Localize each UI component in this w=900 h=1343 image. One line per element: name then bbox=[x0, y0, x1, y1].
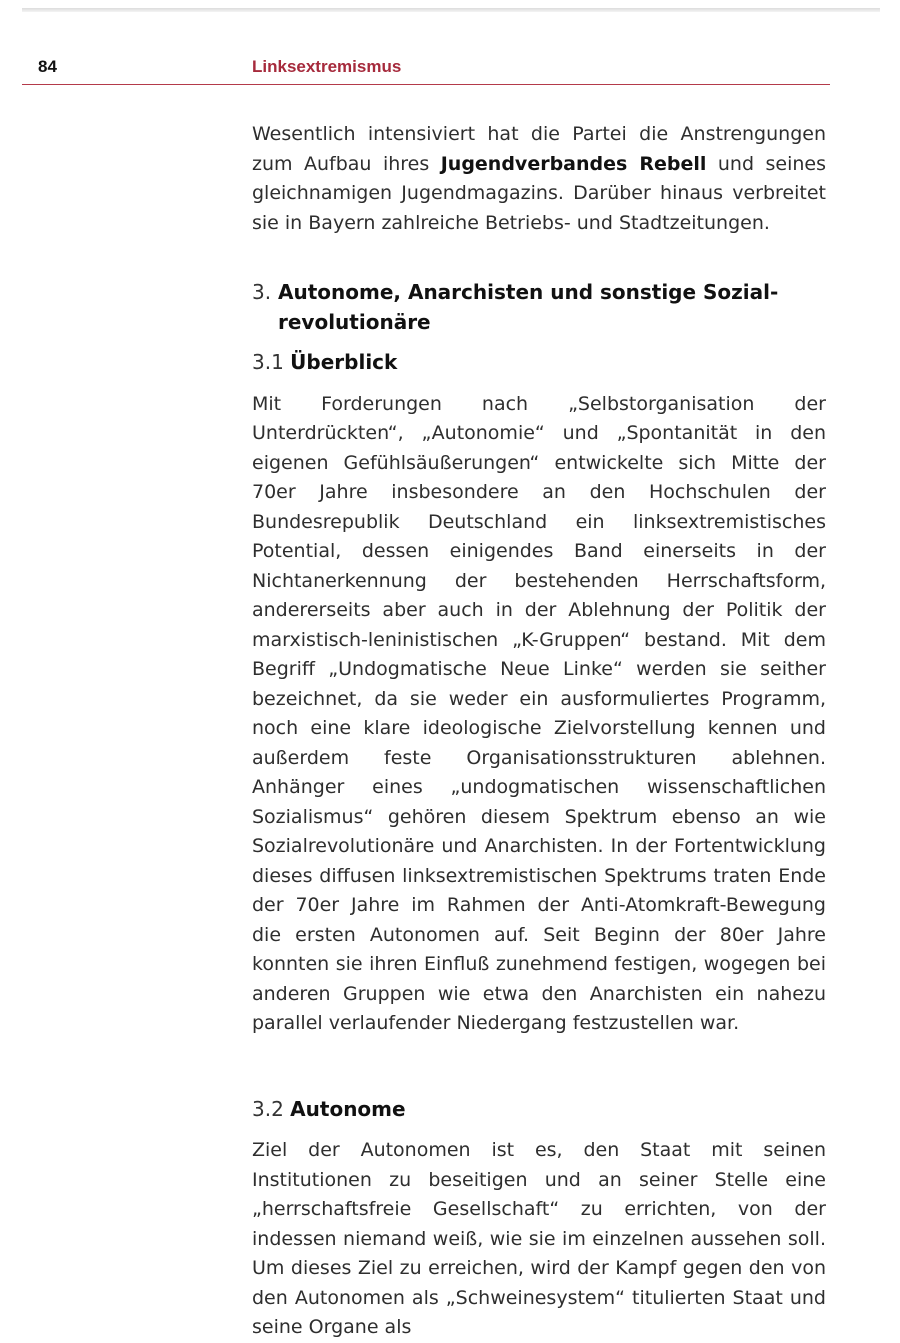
intro-bold-term: Jugendverbandes Rebell bbox=[440, 152, 707, 175]
section-3-title: Autonome, Anarchisten und sonstige Sozialrevolutionäre bbox=[278, 280, 779, 334]
page-body bbox=[252, 120, 826, 1343]
page-number: 84 bbox=[38, 57, 57, 76]
section-3-2-title: Autonome bbox=[290, 1096, 406, 1121]
section-3-1-title: Überblick bbox=[290, 350, 398, 374]
section-3-heading bbox=[252, 278, 826, 337]
section-3-number: 3. bbox=[252, 280, 272, 304]
intro-paragraph bbox=[252, 120, 826, 238]
intro-text-before: Wesentlich intensiviert hat die Partei die Anstrengungen zum Aufbau ihres bbox=[252, 123, 826, 175]
section-3-2-paragraph: Ziel der Autonomen ist es, den Staat mit seinen Institutionen zu beseitigen und an seiner Stelle eine „herrschaftsfreie Gesellschaft“ zu errichten, von der indessen niemand weiß, wie sie im einzelnen aussehen soll. Um dieses Ziel zu erreichen, wird der Kampf gegen den von den Autonomen als „Schweinesystem“ titulierten Staat und seine Organe als bbox=[252, 1139, 826, 1338]
section-3-1-paragraph: Mit Forderungen nach „Selbstorganisation der Unterdrückten“, „Autonomie“ und „Spontanität in den eigenen Gefühlsäußerungen“ entwickelte sich Mitte der 70er Jahre insbesondere an den Hochschulen der Bundesrepublik Deutschland ein linksextremistisches Potential, dessen einigendes Band einerseits in der Nichtanerkennung der bestehenden Herrschaftsform, andererseits aber auch in der Ablehnung der Politik der marxistisch-leninistischen „K-Gruppen“ bestand. Mit dem Begriff „Undogmatische Neue Linke“ werden sie seither bezeichnet, da sie weder ein ausformuliertes Programm, noch eine klare ideologische Zielvorstellung kennen und außerdem feste Organisationsstrukturen ablehnen. Anhänger eines „undogmatischen wissenschaftlichen Sozialismus“ gehören diesem Spektrum ebenso an wie Sozialrevolutionäre und Anarchisten. In der Fortentwicklung dieses diffusen linksextremistischen Spektrums traten Ende der 70er Jahre im Rahmen der Anti-Atomkraft-Bewegung die ersten Autonomen auf. Seit Beginn der 80er Jahre konnten sie ihren Einfluß zunehmend festigen, wogegen bei anderen Gruppen wie etwa den Anarchisten ein nahezu parallel verlaufender Niedergang festzustellen war. bbox=[252, 392, 826, 1034]
intro-text-after: und seines gleichnamigen Jugendmagazins. Darüber hinaus verbreitet sie in Bayern zahlreiche Betriebs- und Stadtzeitungen. bbox=[252, 152, 826, 234]
section-3-2-heading bbox=[252, 1095, 826, 1125]
running-title: Linksextremismus bbox=[252, 57, 402, 76]
section-3-1-number: 3.1 bbox=[252, 350, 284, 374]
running-header bbox=[0, 0, 900, 90]
section-3-2-number: 3.2 bbox=[252, 1096, 284, 1121]
section-3-1-heading bbox=[252, 348, 826, 378]
header-rule bbox=[22, 84, 830, 85]
